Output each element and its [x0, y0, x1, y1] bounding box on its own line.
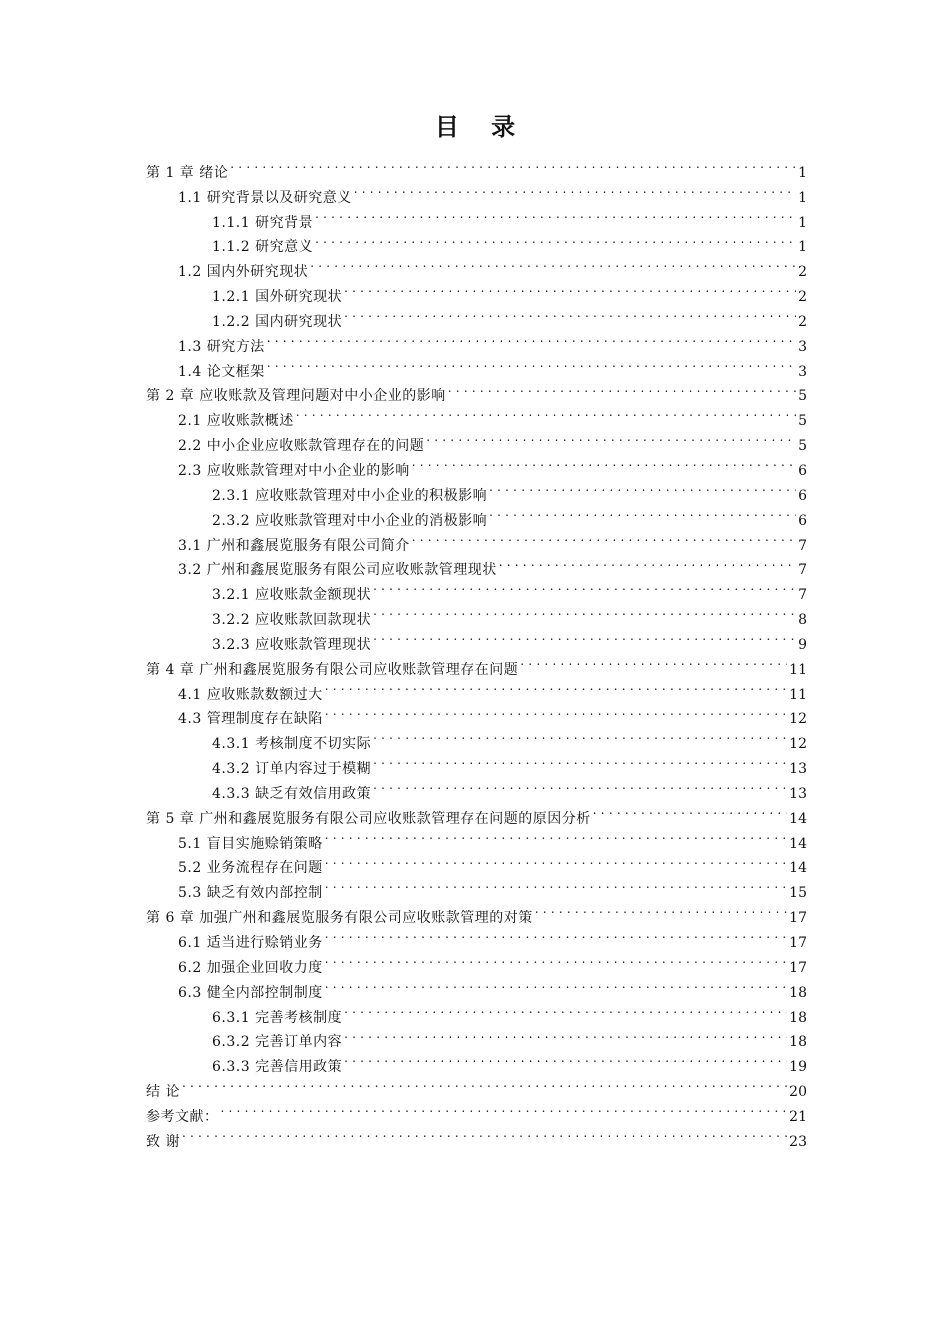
toc-entry-page-number: 7: [798, 562, 807, 579]
toc-entry-page-number: 15: [789, 885, 807, 902]
toc-entry-label: 2.3 应收账款管理对中小企业的影响: [178, 462, 410, 479]
toc-entry-label: 5.1 盲目实施赊销策略: [178, 835, 323, 852]
toc-entry-page-number: 5: [798, 438, 807, 455]
dot-leader: [221, 1096, 788, 1121]
dot-leader: [325, 823, 787, 848]
toc-entry-page-number: 9: [798, 636, 807, 653]
toc-entry-page-number: 13: [789, 761, 807, 778]
toc-entry-page-number: 5: [798, 413, 807, 430]
dot-leader: [344, 1046, 787, 1071]
dot-leader: [354, 177, 796, 202]
toc-entry-page-number: 18: [789, 1009, 807, 1026]
toc-entry-page-number: 19: [789, 1059, 807, 1076]
toc-entry-label: 4.1 应收账款数额过大: [178, 686, 323, 703]
toc-entry-page-number: 18: [789, 984, 807, 1001]
dot-leader: [296, 400, 796, 425]
toc-entry-label: 3.2 广州和鑫展览服务有限公司应收账款管理现状: [178, 562, 497, 579]
toc-entry-page-number: 2: [798, 264, 807, 281]
dot-leader: [448, 376, 796, 401]
dot-leader: [325, 848, 787, 873]
toc-entry-page-number: 12: [789, 711, 807, 728]
dot-leader: [344, 997, 787, 1022]
dot-leader: [489, 500, 796, 525]
toc-entry-page-number: 23: [789, 1133, 807, 1150]
toc-entry-label: 3.2.1 应收账款金额现状: [212, 587, 372, 604]
toc-entry-page-number: 1: [798, 189, 807, 206]
toc-entry-label: 1.4 论文框架: [178, 363, 265, 380]
dot-leader: [182, 1121, 787, 1146]
toc-entry-page-number: 6: [798, 487, 807, 504]
toc-entry[interactable]: [146, 152, 807, 181]
toc-entry-page-number: 2: [798, 313, 807, 330]
toc-entry-page-number: 17: [789, 959, 807, 976]
toc-entry-page-number: 6: [798, 512, 807, 529]
toc-entry-label: 1.2.1 国外研究现状: [212, 289, 343, 306]
toc-entry-label: 第 4 章 广州和鑫展览服务有限公司应收账款管理存在问题: [146, 661, 519, 678]
toc-entry[interactable]: [146, 1071, 807, 1101]
toc-entry-page-number: 7: [798, 587, 807, 604]
toc-entry-label: 参考文献：: [146, 1108, 219, 1125]
toc-entry-label: 2.3.1 应收账款管理对中小企业的积极影响: [212, 487, 488, 504]
toc-entry-label: 第 6 章 加强广州和鑫展览服务有限公司应收账款管理的对策: [146, 910, 533, 927]
dot-leader: [267, 351, 796, 376]
toc-entry[interactable]: [146, 1096, 807, 1125]
toc-entry-page-number: 14: [789, 835, 807, 852]
dot-leader: [373, 773, 787, 798]
toc-entry-label: 1.1 研究背景以及研究意义: [178, 189, 352, 206]
toc-entry-label: 1.1.2 研究意义: [212, 239, 314, 256]
page-title: 目 录: [434, 113, 528, 141]
toc-entry-page-number: 1: [798, 239, 807, 256]
dot-leader: [325, 872, 787, 897]
dot-leader: [412, 450, 796, 475]
toc-entry-page-number: 5: [798, 388, 807, 405]
toc-entry-page-number: 1: [798, 164, 807, 181]
toc-entry[interactable]: [146, 1121, 807, 1150]
toc-entry-page-number: 3: [798, 363, 807, 380]
toc-entry-label: 致 谢: [146, 1133, 180, 1150]
dot-leader: [325, 947, 787, 972]
dot-leader: [230, 152, 796, 177]
dot-leader: [325, 922, 787, 947]
dot-leader: [267, 326, 796, 351]
toc-entry-label: 2.3.2 应收账款管理对中小企业的消极影响: [212, 512, 488, 529]
toc-entry-label: 4.3 管理制度存在缺陷: [178, 711, 323, 728]
toc-entry-label: 第 1 章 绪论: [146, 164, 229, 181]
toc-entry-page-number: 18: [789, 1034, 807, 1051]
toc-entry-label: 2.2 中小企业应收账款管理存在的问题: [178, 438, 425, 455]
toc-entry-label: 第 2 章 应收账款及管理问题对中小企业的影响: [146, 388, 446, 405]
dot-leader: [593, 798, 787, 823]
toc-entry-label: 3.1 广州和鑫展览服务有限公司简介: [178, 537, 410, 554]
dot-leader: [325, 972, 787, 997]
toc-entry-page-number: 21: [789, 1108, 807, 1125]
toc-entry-label: 4.3.3 缺乏有效信用政策: [212, 785, 372, 802]
toc-entry-page-number: 17: [789, 910, 807, 927]
toc-entry-label: 6.3.1 完善考核制度: [212, 1009, 343, 1026]
toc-entry-label: 1.2 国内外研究现状: [178, 264, 309, 281]
toc-entry-label: 结 论: [146, 1084, 180, 1101]
dot-leader: [373, 624, 796, 649]
toc-entry-label: 6.3.3 完善信用政策: [212, 1059, 343, 1076]
toc-entry-page-number: 13: [789, 785, 807, 802]
toc-entry-label: 1.3 研究方法: [178, 338, 265, 355]
dot-leader: [373, 748, 787, 773]
dot-leader: [535, 897, 787, 922]
toc-entry-page-number: 2: [798, 289, 807, 306]
toc-entry-label: 3.2.2 应收账款回款现状: [212, 612, 372, 629]
toc-entry-label: 5.3 缺乏有效内部控制: [178, 885, 323, 902]
toc-entry-label: 6.1 适当进行赊销业务: [178, 935, 323, 951]
dot-leader: [182, 1071, 787, 1096]
toc-entry-page-number: 17: [789, 935, 807, 951]
dot-leader: [520, 649, 787, 674]
toc-entry-page-number: 14: [789, 810, 807, 827]
toc-entry-page-number: 14: [789, 860, 807, 877]
toc-entry-page-number: 8: [798, 612, 807, 629]
table-of-contents: [146, 152, 807, 1150]
toc-entry-page-number: 1: [798, 214, 807, 231]
toc-entry-label: 4.3.1 考核制度不切实际: [212, 736, 372, 753]
dot-leader: [344, 301, 796, 326]
toc-entry-page-number: 20: [789, 1084, 807, 1101]
toc-entry-page-number: 6: [798, 462, 807, 479]
dot-leader: [310, 251, 796, 276]
dot-leader: [499, 550, 796, 575]
toc-entry-label: 6.3 健全内部控制制度: [178, 984, 323, 1001]
toc-entry-page-number: 11: [789, 661, 807, 678]
toc-entry-label: 5.2 业务流程存在问题: [178, 860, 323, 877]
toc-entry-page-number: 7: [798, 537, 807, 554]
dot-leader: [373, 599, 796, 624]
toc-entry-label: 第 5 章 广州和鑫展览服务有限公司应收账款管理存在问题的原因分析: [146, 810, 591, 827]
dot-leader: [315, 202, 796, 227]
dot-leader: [373, 723, 787, 748]
toc-entry-label: 3.2.3 应收账款管理现状: [212, 636, 372, 653]
toc-entry-label: 4.3.2 订单内容过于模糊: [212, 761, 372, 778]
dot-leader: [344, 276, 796, 301]
toc-entry-page-number: 11: [789, 686, 807, 703]
dot-leader: [344, 1022, 787, 1047]
toc-entry-label: 6.3.2 完善订单内容: [212, 1034, 343, 1051]
dot-leader: [325, 674, 787, 699]
dot-leader: [373, 574, 796, 599]
toc-entry-page-number: 3: [798, 338, 807, 355]
toc-entry[interactable]: [146, 177, 807, 206]
dot-leader: [489, 475, 796, 500]
dot-leader: [325, 699, 787, 724]
toc-entry-label: 1.2.2 国内研究现状: [212, 313, 343, 330]
toc-entry-label: 6.2 加强企业回收力度: [178, 959, 323, 976]
toc-entry-label: 1.1.1 研究背景: [212, 214, 314, 231]
toc-entry-label: 2.1 应收账款概述: [178, 413, 294, 430]
dot-leader: [315, 227, 796, 252]
dot-leader: [412, 525, 796, 550]
toc-entry-page-number: 12: [789, 736, 807, 753]
dot-leader: [426, 425, 796, 450]
